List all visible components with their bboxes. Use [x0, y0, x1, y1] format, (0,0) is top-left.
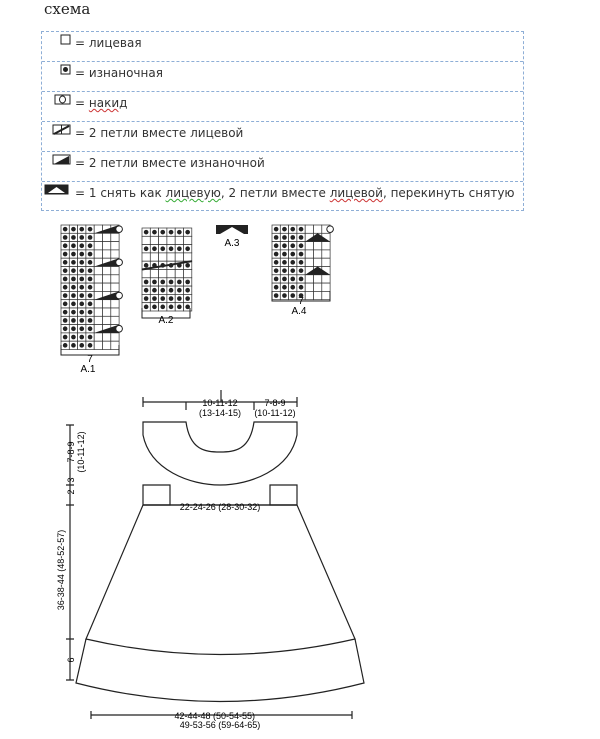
- chart-purl-dot: [71, 277, 76, 282]
- chart-cell: [159, 253, 167, 261]
- chart-purl-dot: [185, 263, 190, 268]
- chart-purl-dot: [290, 227, 295, 232]
- chart-purl-dot: [299, 227, 304, 232]
- chart-purl-dot: [185, 230, 190, 235]
- small-dim-a: 2: [66, 489, 76, 495]
- legend-text: = лицевая: [75, 36, 142, 50]
- chart-cell: [142, 270, 150, 278]
- legend-row-purl: [42, 62, 523, 92]
- chart-cell: [305, 283, 313, 291]
- chart-purl-dot: [290, 277, 295, 282]
- bottom-width-1: 42-44-48 (50-54-55): [174, 711, 255, 721]
- chart-cell: [103, 341, 111, 349]
- chart-purl-dot: [274, 227, 279, 232]
- legend-text: = изнаночная: [75, 66, 163, 80]
- chart-purl-dot: [79, 343, 84, 348]
- chart-cell: [159, 236, 167, 244]
- chart-purl-dot: [63, 268, 68, 273]
- chart-purl-dot: [71, 268, 76, 273]
- chart-purl-dot: [144, 280, 149, 285]
- chart-cell: [305, 250, 313, 258]
- chart-purl-dot: [169, 280, 174, 285]
- chart-purl-dot: [88, 318, 93, 323]
- chart-cell: [103, 333, 111, 341]
- chart-yarn-over: [116, 292, 123, 299]
- chart-purl-dot: [274, 235, 279, 240]
- chart-cell: [111, 316, 119, 324]
- chart-purl-dot: [88, 235, 93, 240]
- chart-cell: [305, 242, 313, 250]
- chart-purl-dot: [282, 235, 287, 240]
- chart-cell: [111, 333, 119, 341]
- chart-cell: [142, 253, 150, 261]
- top-left-dim-2: (13-14-15): [198, 408, 242, 418]
- chart-purl-dot: [71, 343, 76, 348]
- chart-cell: [150, 253, 158, 261]
- chart-purl-dot: [79, 326, 84, 331]
- legend-table: [41, 31, 524, 211]
- chart-purl-dot: [88, 243, 93, 248]
- chart-purl-dot: [63, 243, 68, 248]
- border-height: 6: [66, 657, 76, 663]
- chart-cell: [314, 242, 322, 250]
- chart-purl-dot: [185, 246, 190, 251]
- legend-text: = 1 снять как лицевую, 2 петли вместе лицевой, перекинуть снятую: [75, 186, 515, 200]
- chart-purl-dot: [63, 293, 68, 298]
- chart-purl-dot: [274, 293, 279, 298]
- chart-purl-dot: [299, 235, 304, 240]
- chart-purl-dot: [88, 343, 93, 348]
- chart-cell: [94, 233, 102, 241]
- legend-row-k2tog: [42, 122, 523, 152]
- chart-purl-dot: [152, 305, 157, 310]
- chart-purl-dot: [79, 243, 84, 248]
- sk2p-icon: [44, 184, 70, 196]
- chart-cell: [111, 233, 119, 241]
- chart-purl-dot: [152, 246, 157, 251]
- chart-purl-dot: [79, 227, 84, 232]
- chart-purl-dot: [71, 326, 76, 331]
- chart-purl-dot: [299, 277, 304, 282]
- small-dim-b: 3: [66, 477, 76, 483]
- chart-cell: [175, 253, 183, 261]
- dress-schematic: [0, 380, 600, 739]
- chart-cell: [322, 250, 330, 258]
- chart-purl-dot: [79, 252, 84, 257]
- body-length: 36-38-44 (48-52-57): [56, 529, 66, 611]
- chart-purl-dot: [177, 246, 182, 251]
- chart-purl-dot: [177, 230, 182, 235]
- chart-cell: [111, 283, 119, 291]
- chart-purl-dot: [282, 285, 287, 290]
- chart-cell: [94, 250, 102, 258]
- chart-purl-dot: [71, 302, 76, 307]
- chart-cell: [94, 275, 102, 283]
- chart-cell: [305, 291, 313, 299]
- chart-cell: [103, 316, 111, 324]
- chart-purl-dot: [152, 288, 157, 293]
- legend-row-knit: [42, 32, 523, 62]
- chart-purl-dot: [79, 293, 84, 298]
- chart-cell: [94, 341, 102, 349]
- legend-row-p2tog: [42, 152, 523, 182]
- chart-cell: [103, 300, 111, 308]
- chart-a1-width: 7: [87, 354, 93, 365]
- chart-cell: [142, 236, 150, 244]
- chart-cell: [150, 236, 158, 244]
- legend-row-yarn-over: [42, 92, 523, 122]
- chart-purl-dot: [160, 288, 165, 293]
- chest-width: 22-24-26 (28-30-32): [179, 502, 261, 512]
- chart-purl-dot: [71, 227, 76, 232]
- chart-cell: [322, 242, 330, 250]
- chart-purl-dot: [160, 230, 165, 235]
- chart-purl-dot: [71, 243, 76, 248]
- chart-purl-dot: [71, 252, 76, 257]
- chart-purl-dot: [274, 285, 279, 290]
- chart-purl-dot: [177, 288, 182, 293]
- chart-purl-dot: [299, 268, 304, 273]
- chart-purl-dot: [79, 318, 84, 323]
- chart-cell: [111, 267, 119, 275]
- chart-cell: [94, 267, 102, 275]
- chart-purl-dot: [274, 277, 279, 282]
- chart-purl-dot: [152, 280, 157, 285]
- chart-cell: [314, 283, 322, 291]
- chart-cell: [167, 236, 175, 244]
- chart-a1-label: A.1: [80, 364, 96, 375]
- chart-purl-dot: [88, 310, 93, 315]
- chart-cell: [314, 275, 322, 283]
- chart-purl-dot: [88, 335, 93, 340]
- chart-cell: [167, 253, 175, 261]
- purl-dot-icon: [60, 64, 72, 76]
- top-right-dim-1: 7-8-9: [264, 398, 286, 408]
- chart-purl-dot: [185, 305, 190, 310]
- knit-square-icon: [60, 34, 72, 46]
- chart-purl-dot: [274, 260, 279, 265]
- chart-purl-dot: [63, 326, 68, 331]
- chart-purl-dot: [299, 260, 304, 265]
- chart-cell: [305, 275, 313, 283]
- yoke-height-2: (10-11-12): [76, 431, 86, 473]
- chart-purl-dot: [88, 260, 93, 265]
- legend-text: = 2 петли вместе лицевой: [75, 126, 244, 140]
- legend-text: = накид: [75, 96, 128, 110]
- chart-purl-dot: [79, 277, 84, 282]
- chart-cell: [322, 275, 330, 283]
- chart-purl-dot: [71, 293, 76, 298]
- chart-purl-dot: [274, 243, 279, 248]
- chart-purl-dot: [63, 318, 68, 323]
- yarn-over-icon: [54, 94, 72, 106]
- top-left-dim-1: 10-11-12: [202, 398, 238, 408]
- chart-cell: [159, 270, 167, 278]
- chart-cell: [94, 308, 102, 316]
- chart-cell: [184, 270, 192, 278]
- chart-cell: [167, 270, 175, 278]
- chart-purl-dot: [71, 318, 76, 323]
- chart-purl-dot: [71, 285, 76, 290]
- chart-cell: [175, 270, 183, 278]
- chart-purl-dot: [160, 296, 165, 301]
- chart-purl-dot: [160, 280, 165, 285]
- chart-cell: [305, 258, 313, 266]
- chart-purl-dot: [290, 293, 295, 298]
- chart-purl-dot: [185, 288, 190, 293]
- chart-purl-dot: [282, 252, 287, 257]
- chart-cell: [94, 316, 102, 324]
- chart-purl-dot: [177, 296, 182, 301]
- chart-purl-dot: [88, 285, 93, 290]
- legend-row-sk2p: [42, 182, 523, 212]
- chart-purl-dot: [144, 305, 149, 310]
- bottom-border: [76, 639, 364, 702]
- yoke-height-1: 7-8-9: [66, 441, 76, 463]
- k2tog-icon: [52, 124, 72, 136]
- chart-purl-dot: [160, 246, 165, 251]
- chart-a4-grid: [272, 225, 333, 300]
- chart-purl-dot: [299, 252, 304, 257]
- chart-cell: [322, 291, 330, 299]
- chart-purl-dot: [282, 260, 287, 265]
- chart-cell: [314, 291, 322, 299]
- chart-cell: [111, 275, 119, 283]
- p2tog-icon: [52, 154, 72, 166]
- chart-purl-dot: [79, 335, 84, 340]
- chart-a1-grid: [61, 225, 122, 350]
- chart-cell: [103, 275, 111, 283]
- chart-a2-grid: [142, 228, 192, 311]
- chart-cell: [111, 341, 119, 349]
- chart-purl-dot: [152, 296, 157, 301]
- chart-purl-dot: [63, 227, 68, 232]
- chart-cell: [314, 225, 322, 233]
- chart-a4-label: A.4: [291, 306, 307, 317]
- chart-purl-dot: [79, 310, 84, 315]
- chart-purl-dot: [144, 288, 149, 293]
- chart-cell: [103, 267, 111, 275]
- chart-purl-dot: [274, 252, 279, 257]
- chart-purl-dot: [290, 243, 295, 248]
- chart-purl-dot: [63, 277, 68, 282]
- chart-a2-label: A.2: [158, 315, 174, 326]
- chart-purl-dot: [71, 310, 76, 315]
- chart-yarn-over: [116, 325, 123, 332]
- chart-a3-grid: [216, 225, 248, 234]
- chart-purl-dot: [79, 285, 84, 290]
- chart-purl-dot: [282, 243, 287, 248]
- chart-cell: [94, 242, 102, 250]
- chart-cell: [94, 333, 102, 341]
- skirt-outline: [86, 505, 355, 655]
- chart-purl-dot: [79, 268, 84, 273]
- chart-purl-dot: [169, 305, 174, 310]
- chart-purl-dot: [144, 296, 149, 301]
- chart-yarn-over: [116, 226, 123, 233]
- chart-purl-dot: [63, 260, 68, 265]
- chart-cell: [314, 250, 322, 258]
- chart-cell: [103, 242, 111, 250]
- chart-purl-dot: [63, 310, 68, 315]
- chart-purl-dot: [290, 252, 295, 257]
- chart-purl-dot: [160, 305, 165, 310]
- chart-purl-dot: [169, 230, 174, 235]
- legend-text: = 2 петли вместе изнаночной: [75, 156, 265, 170]
- chart-cell: [322, 258, 330, 266]
- chart-cell: [305, 225, 313, 233]
- chart-purl-dot: [282, 277, 287, 282]
- chart-cell: [103, 233, 111, 241]
- chart-purl-dot: [290, 260, 295, 265]
- chart-purl-dot: [88, 268, 93, 273]
- chart-purl-dot: [88, 326, 93, 331]
- chart-cell: [314, 258, 322, 266]
- chart-purl-dot: [63, 252, 68, 257]
- chart-purl-dot: [63, 335, 68, 340]
- chart-purl-dot: [169, 296, 174, 301]
- chart-cell: [322, 283, 330, 291]
- chart-cell: [111, 242, 119, 250]
- chart-purl-dot: [290, 268, 295, 273]
- chart-purl-dot: [88, 293, 93, 298]
- chart-purl-dot: [282, 227, 287, 232]
- chart-purl-dot: [169, 246, 174, 251]
- chart-purl-dot: [185, 296, 190, 301]
- chart-purl-dot: [88, 252, 93, 257]
- chart-a4-width: 7: [298, 296, 304, 307]
- chart-purl-dot: [71, 335, 76, 340]
- chart-purl-dot: [88, 277, 93, 282]
- chart-purl-dot: [169, 288, 174, 293]
- chart-purl-dot: [88, 227, 93, 232]
- chart-purl-dot: [63, 343, 68, 348]
- chart-purl-dot: [144, 263, 149, 268]
- chart-purl-dot: [79, 260, 84, 265]
- bottom-width-2: 49-53-56 (59-64-65): [179, 720, 261, 730]
- chart-purl-dot: [63, 285, 68, 290]
- chart-cell: [103, 308, 111, 316]
- chart-cell: [184, 236, 192, 244]
- chart-yarn-over: [327, 226, 334, 233]
- chart-purl-dot: [290, 285, 295, 290]
- chart-purl-dot: [144, 246, 149, 251]
- chart-purl-dot: [88, 302, 93, 307]
- chart-cell: [103, 250, 111, 258]
- chart-purl-dot: [71, 260, 76, 265]
- chart-purl-dot: [299, 243, 304, 248]
- chart-purl-dot: [282, 268, 287, 273]
- chart-purl-dot: [177, 280, 182, 285]
- chart-yarn-over: [116, 259, 123, 266]
- page-title: схема: [44, 0, 91, 18]
- yoke-outline: [143, 422, 297, 485]
- chart-purl-dot: [79, 302, 84, 307]
- chart-cell: [150, 270, 158, 278]
- chart-purl-dot: [144, 230, 149, 235]
- chart-purl-dot: [290, 235, 295, 240]
- chart-purl-dot: [71, 235, 76, 240]
- chart-cell: [111, 300, 119, 308]
- chart-purl-dot: [274, 268, 279, 273]
- chart-cell: [111, 250, 119, 258]
- chart-purl-dot: [282, 293, 287, 298]
- chart-purl-dot: [79, 235, 84, 240]
- chart-purl-dot: [152, 230, 157, 235]
- chart-purl-dot: [63, 302, 68, 307]
- chart-cell: [111, 308, 119, 316]
- knitting-charts: [0, 215, 600, 380]
- chart-cell: [175, 236, 183, 244]
- chart-cell: [94, 283, 102, 291]
- top-right-dim-2: (10-11-12): [254, 408, 296, 418]
- chart-purl-dot: [299, 285, 304, 290]
- chart-a3-label: A.3: [224, 238, 240, 249]
- chart-purl-dot: [63, 235, 68, 240]
- chart-purl-dot: [177, 305, 182, 310]
- chart-cell: [103, 283, 111, 291]
- chart-purl-dot: [185, 280, 190, 285]
- chart-cell: [184, 253, 192, 261]
- chart-cell: [94, 300, 102, 308]
